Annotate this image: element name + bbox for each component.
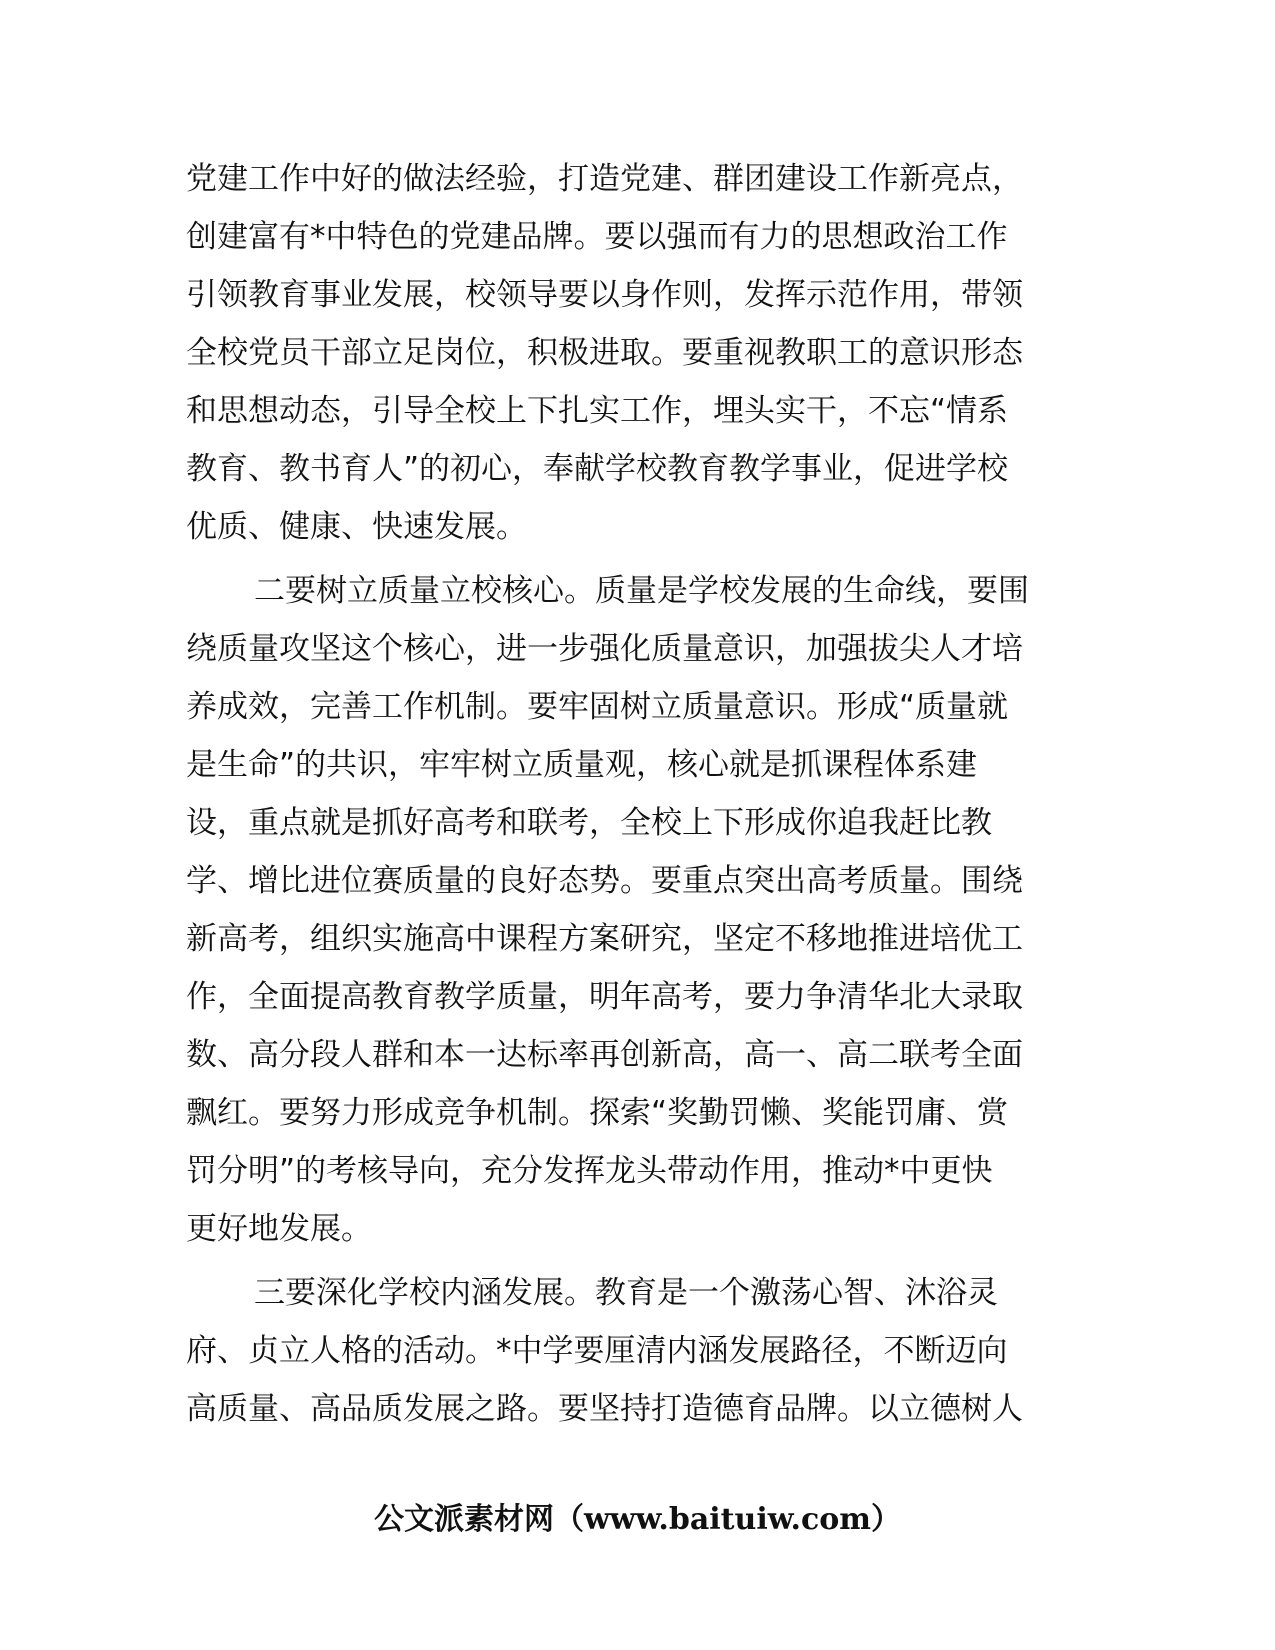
text-line: 是生命”的共识，牢牢树立质量观，核心就是抓课程体系建 xyxy=(186,747,978,783)
text-line: 三要深化学校内涵发展。教育是一个激荡心智、沐浴灵 xyxy=(254,1275,998,1311)
text-line: 罚分明”的考核导向，充分发挥龙头带动作用，推动*中更快 xyxy=(186,1153,993,1189)
text-line: 数、高分段人群和本一达标率再创新高，高一、高二联考全面 xyxy=(186,1037,1023,1073)
text-line: 设，重点就是抓好高考和联考，全校上下形成你追我赶比教 xyxy=(186,805,992,841)
page-footer: 公文派素材网（www.baituiw.com） xyxy=(373,1502,902,1537)
text-line: 和思想动态，引导全校上下扎实工作，埋头实干，不忘“情系 xyxy=(186,393,1009,429)
text-line: 引领教育事业发展，校领导要以身作则，发挥示范作用，带领 xyxy=(186,277,1023,313)
text-line: 府、贞立人格的活动。*中学要厘清内涵发展路径，不断迈向 xyxy=(186,1333,1008,1369)
paragraph-3 xyxy=(186,1264,1090,1438)
text-line: 全校党员干部立足岗位，积极进取。要重视教职工的意识形态 xyxy=(186,335,1023,371)
text-line: 作，全面提高教育教学质量，明年高考，要力争清华北大录取 xyxy=(186,979,1023,1015)
paragraph-2 xyxy=(186,562,1090,1258)
text-line: 飘红。要努力形成竞争机制。探索“奖勤罚懒、奖能罚庸、赏 xyxy=(186,1095,1009,1131)
text-line: 教育、教书育人”的初心，奉献学校教育教学事业，促进学校 xyxy=(186,451,1009,487)
text-line: 新高考，组织实施高中课程方案研究，坚定不移地推进培优工 xyxy=(186,921,1023,957)
text-line: 高质量、高品质发展之路。要坚持打造德育品牌。以立德树人 xyxy=(186,1391,1023,1427)
text-line: 养成效，完善工作机制。要牢固树立质量意识。形成“质量就 xyxy=(186,689,1009,725)
text-line: 学、增比进位赛质量的良好态势。要重点突出高考质量。围绕 xyxy=(186,863,1023,899)
text-line: 党建工作中好的做法经验，打造党建、群团建设工作新亮点， xyxy=(186,161,1023,197)
text-line: 更好地发展。 xyxy=(186,1211,372,1247)
document-body xyxy=(186,150,1090,1438)
text-line: 优质、健康、快速发展。 xyxy=(186,509,527,545)
paragraph-1 xyxy=(186,150,1090,556)
text-line: 创建富有*中特色的党建品牌。要以强而有力的思想政治工作 xyxy=(186,219,1008,255)
text-line: 绕质量攻坚这个核心，进一步强化质量意识，加强拔尖人才培 xyxy=(186,631,1023,667)
text-line: 二要树立质量立校核心。质量是学校发展的生命线，要围 xyxy=(254,573,1029,609)
